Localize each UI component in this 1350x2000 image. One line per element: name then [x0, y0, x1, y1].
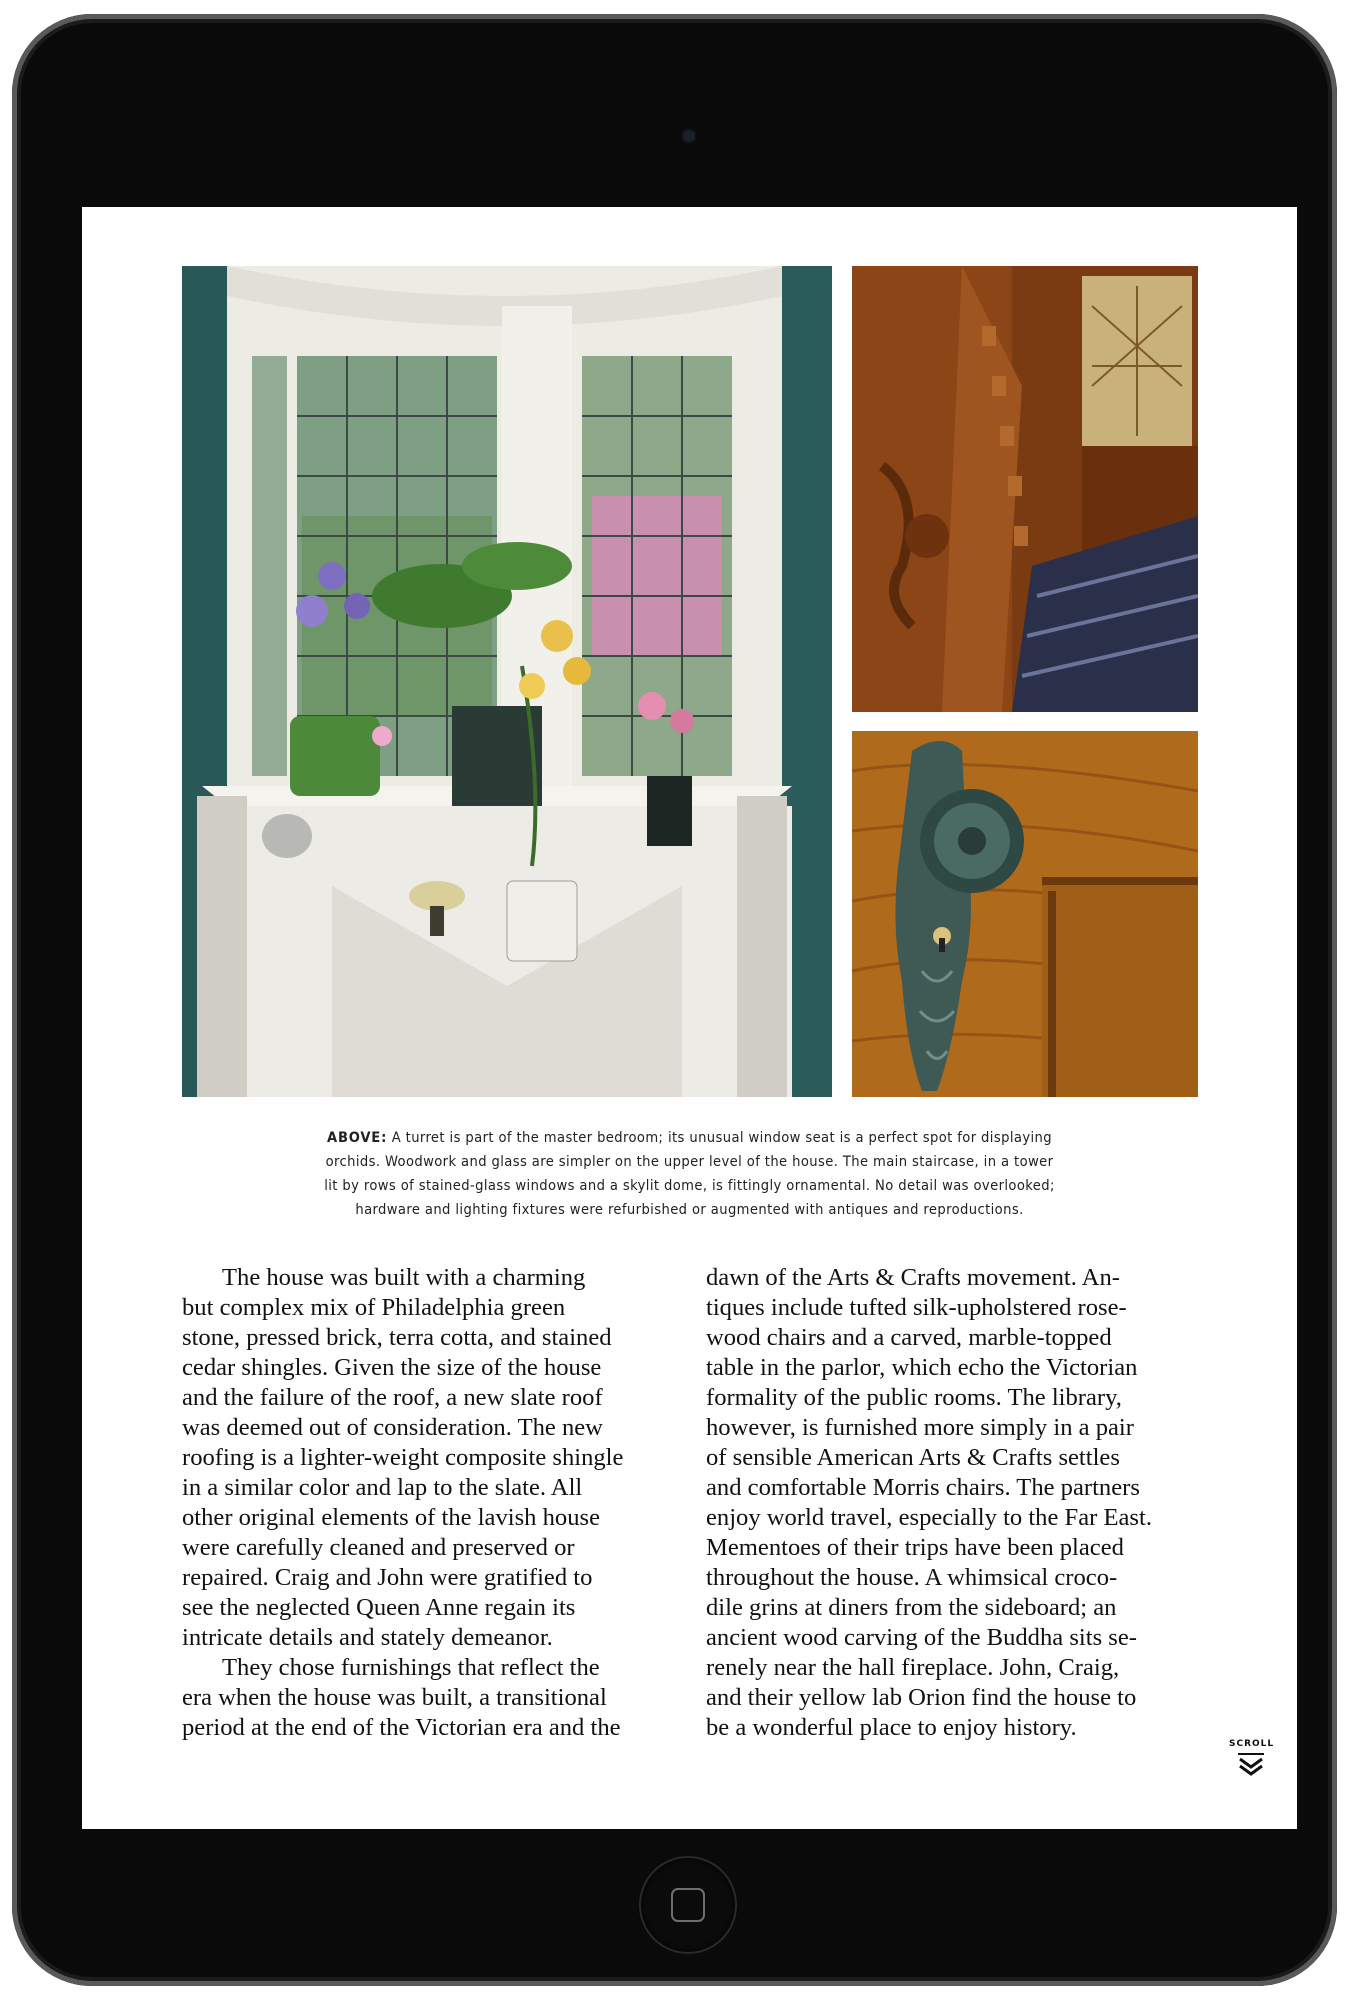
text-line: tiques include tufted silk-upholstered rose-	[706, 1294, 1127, 1321]
article-column-2	[706, 1263, 1201, 1743]
text-line: renely near the hall fireplace. John, Craig,	[706, 1654, 1120, 1681]
text-line: dile grins at diners from the sideboard; an	[706, 1594, 1117, 1621]
text-line: however, is furnished more simply in a pair	[706, 1414, 1134, 1441]
text-line: intricate details and stately demeanor.	[182, 1624, 553, 1651]
text-line: and comfortable Morris chairs. The partners	[706, 1474, 1140, 1501]
front-camera-icon	[683, 130, 695, 142]
text-line: dawn of the Arts & Crafts movement. An-	[706, 1264, 1120, 1291]
text-line: ancient wood carving of the Buddha sits se-	[706, 1624, 1137, 1651]
tablet-device	[12, 14, 1337, 1986]
text-line: cedar shingles. Given the size of the house	[182, 1354, 602, 1381]
text-line: were carefully cleaned and preserved or	[182, 1534, 575, 1561]
text-line: period at the end of the Victorian era and the	[182, 1714, 621, 1741]
text-line: repaired. Craig and John were gratified to	[182, 1564, 593, 1591]
text-line: was deemed out of consideration. The new	[182, 1414, 603, 1441]
photo-ornate-doorknob	[852, 731, 1198, 1097]
text-line: other original elements of the lavish house	[182, 1504, 600, 1531]
photo-turret-window-seat	[182, 266, 832, 1097]
home-button-icon	[671, 1888, 705, 1922]
text-line: throughout the house. A whimsical croco-	[706, 1564, 1118, 1591]
caption-line-2: orchids. Woodwork and glass are simpler on the upper level of the house. The main staircase, in a tower	[325, 1153, 1054, 1170]
text-line: Mementoes of their trips have been placed	[706, 1534, 1124, 1561]
scroll-button[interactable]	[1229, 1739, 1273, 1778]
text-line: stone, pressed brick, terra cotta, and stained	[182, 1324, 612, 1351]
double-chevron-down-icon	[1236, 1752, 1266, 1778]
text-line: The house was built with a charming	[222, 1264, 586, 1291]
text-line: and the failure of the roof, a new slate roof	[182, 1384, 603, 1411]
caption-line-3: lit by rows of stained-glass windows and a skylit dome, is fittingly ornamental. No detail was overlooked;	[324, 1177, 1055, 1194]
photo-caption	[232, 1126, 1147, 1222]
text-line: enjoy world travel, especially to the Far East.	[706, 1504, 1152, 1531]
text-line: and their yellow lab Orion find the house to	[706, 1684, 1137, 1711]
text-line: in a similar color and lap to the slate. All	[182, 1474, 583, 1501]
caption-line-4: hardware and lighting fixtures were refurbished or augmented with antiques and reproductions.	[355, 1201, 1024, 1218]
magazine-page[interactable]	[82, 207, 1297, 1829]
text-line: of sensible American Arts & Crafts settles	[706, 1444, 1120, 1471]
text-line: roofing is a lighter-weight composite shingle	[182, 1444, 624, 1471]
caption-lead: ABOVE:	[327, 1129, 388, 1146]
text-line: see the neglected Queen Anne regain its	[182, 1594, 576, 1621]
text-line: era when the house was built, a transitional	[182, 1684, 607, 1711]
text-line: wood chairs and a carved, marble-topped	[706, 1324, 1112, 1351]
scroll-label: SCROLL	[1229, 1739, 1275, 1749]
text-line: They chose furnishings that reflect the	[222, 1654, 600, 1681]
home-button[interactable]	[641, 1858, 735, 1952]
photo-carved-staircase	[852, 266, 1198, 712]
caption-line-1: A turret is part of the master bedroom; its unusual window seat is a perfect spot for displaying	[391, 1129, 1052, 1146]
text-line: formality of the public rooms. The library,	[706, 1384, 1122, 1411]
text-line: but complex mix of Philadelphia green	[182, 1294, 566, 1321]
text-line: table in the parlor, which echo the Victorian	[706, 1354, 1138, 1381]
article-column-1	[182, 1263, 677, 1743]
text-line: be a wonderful place to enjoy history.	[706, 1714, 1077, 1741]
